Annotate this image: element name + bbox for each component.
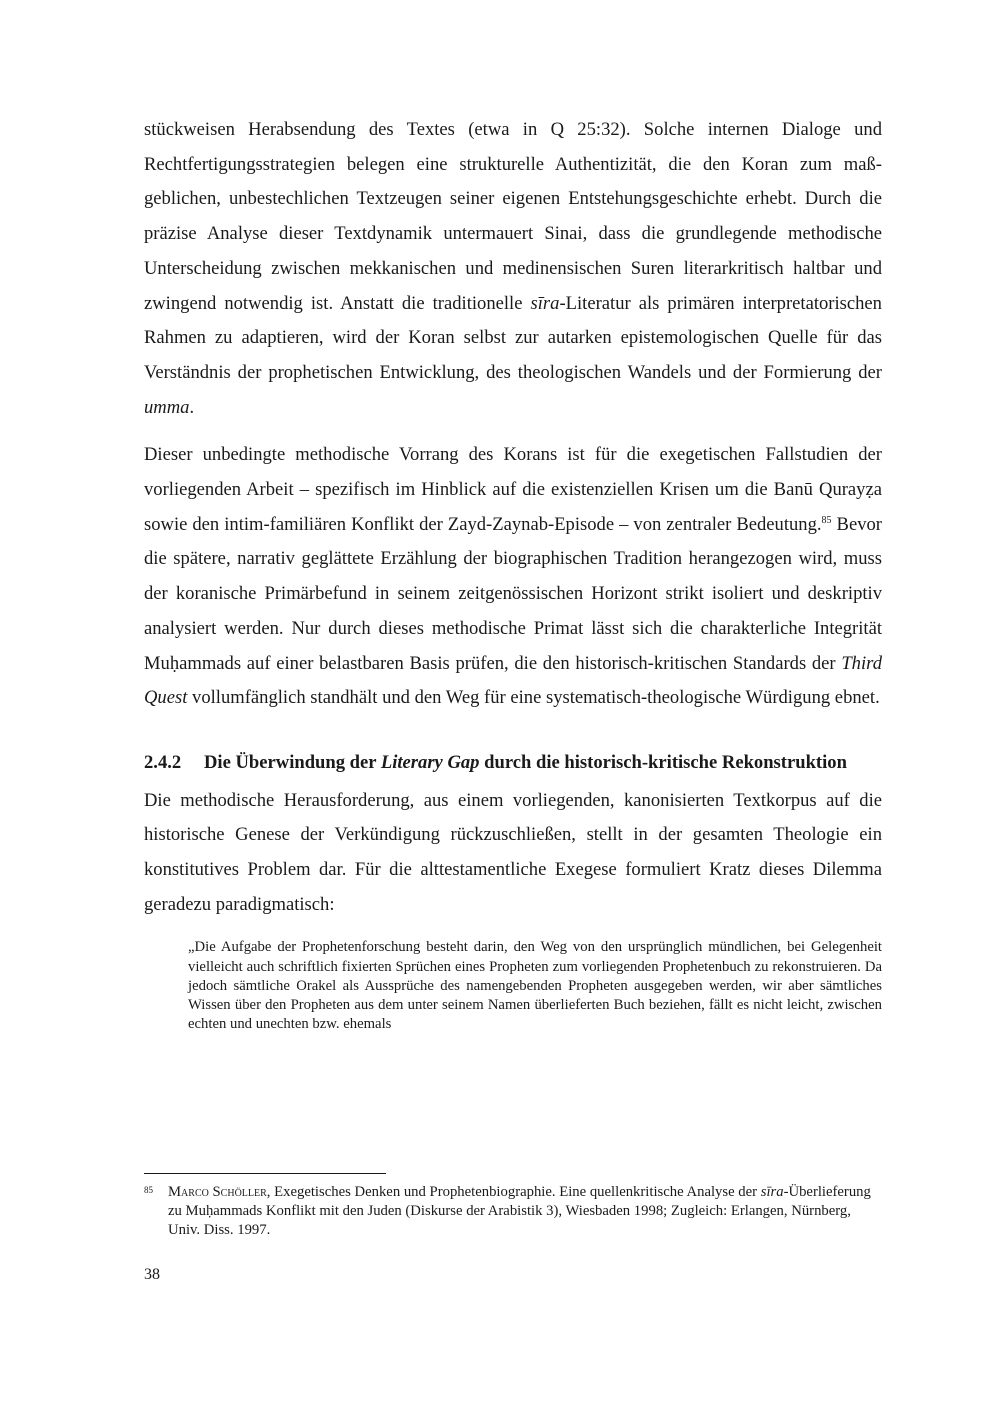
page-number: 38 xyxy=(144,1266,160,1283)
footnote-separator xyxy=(144,1173,386,1174)
paragraph-2-italic-third-quest: Third Quest xyxy=(144,652,882,709)
footnote-number: 85 xyxy=(144,1185,153,1195)
paragraph-1-text-a: stückweisen Herabsendung des Textes (etwa in Q 25:32). Solche internen Dialoge und Rechtfertigungsstrategien belegen eine strukturelle Authentizität, die den Koran zum maßgeblichen, unbestechlichen Textzeugen seiner eigenen Entstehungsgeschichte erhebt. Durch die präzise Analyse dieser Textdynamik untermauert Sinai, dass die grundlegende methodische Unterscheidung zwischen mekkanischen und medinensischen Suren literarkritisch haltbar und zwingend notwendig ist. Anstatt die traditionelle xyxy=(144,119,882,314)
footnote-italic-sira: sīra xyxy=(760,1184,784,1200)
paragraph-2-text-a: Dieser unbedingte methodische Vorrang des Korans ist für die exegetischen Fallstudien der vorliegenden Arbeit – spezifisch im Hinblick auf die existenziellen Krisen um die Banū Qurayẓa sowie den intim-familiären Konflikt der Zayd-Zaynab-Episode – von zentraler Bedeutung. xyxy=(144,444,882,535)
block-quote: „Die Aufgabe der Prophetenforschung besteht darin, den Weg von den ursprünglich mündlichen, bei Gelegenheit vielleicht auch schriftlich fixierten Sprüchen eines Propheten zum vorliegenden Prophetenbuch zu rekonstruieren. Da jedoch sämtliche Orakel als Aussprüche des namengebenden Propheten ausgegeben werden, wir aber sämtliches Wissen über den Propheten aus dem unter seinem Namen überlieferten Buch beziehen, fällt es nicht leicht, zwischen echten und unechten bzw. ehemals xyxy=(188,939,882,1033)
section-title xyxy=(204,746,882,781)
section-title-italic: Literary Gap xyxy=(380,751,480,773)
section-heading xyxy=(144,746,882,781)
paragraph-1-text-b: -Literatur als primären interpretatorischen Rahmen zu adaptieren, wird der Koran selbst zur autarken epistemologischen Quelle für das Verständnis der prophetischen Entwicklung, des theologischen Wandels und der Formierung der xyxy=(144,292,882,383)
paragraph-2-text-c: vollumfänglich standhält und den Weg für eine systematisch-theologische Würdigung ebnet. xyxy=(187,687,880,709)
page-body xyxy=(144,113,882,1034)
footnote-text-a: , Exegetisches Denken und Prophetenbiographie. Eine quellenkritische Analyse der xyxy=(266,1184,761,1200)
paragraph-1-italic-umma: umma xyxy=(144,396,190,418)
paragraph-1-text-c: . xyxy=(189,396,195,418)
paragraph-1-italic-sira: sīra xyxy=(530,292,560,314)
footnote-author: Marco Schöller xyxy=(168,1184,267,1200)
paragraph-3: Die methodische Herausforderung, aus einem vorliegenden, kanonisierten Textkorpus auf die historische Genese der Verkündigung rückzuschließen, stellt in der gesamten Theologie ein konstitutives Problem dar. Für die alttestamentliche Exegese formuliert Kratz dieses Dilemma geradezu paradigmatisch: xyxy=(144,789,882,915)
footnote-text-b: -Überlieferung zu Muḥammads Konflikt mit den Juden (Diskurse der Arabistik 3), Wiesbaden 1998; Zugleich: Erlangen, Nürnberg, Univ. Diss. 1997. xyxy=(168,1184,871,1239)
footnote-85 xyxy=(144,1183,882,1241)
section-title-text-b: durch die historisch-kritische Rekonstruktion xyxy=(479,751,847,773)
paragraph-1 xyxy=(144,113,882,425)
paragraph-2 xyxy=(144,438,882,716)
section-title-text-a: Die Überwindung der xyxy=(204,751,381,773)
footnote-text xyxy=(168,1183,882,1241)
paragraph-2-text-b: Bevor die spätere, narrativ geglättete Erzählung der biographischen Tradition herangezogen wird, muss der koranische Primärbefund in seinem zeitgenössischen Horizont strikt isoliert und deskriptiv analysiert werden. Nur durch dieses methodische Primat lässt sich die charakterliche Integrität Muḥammads auf einer belastbaren Basis prüfen, die den historisch-kritischen Standards der xyxy=(144,513,882,674)
section-number: 2.4.2 xyxy=(144,751,182,773)
footnote-reference[interactable]: 85 xyxy=(821,514,832,526)
